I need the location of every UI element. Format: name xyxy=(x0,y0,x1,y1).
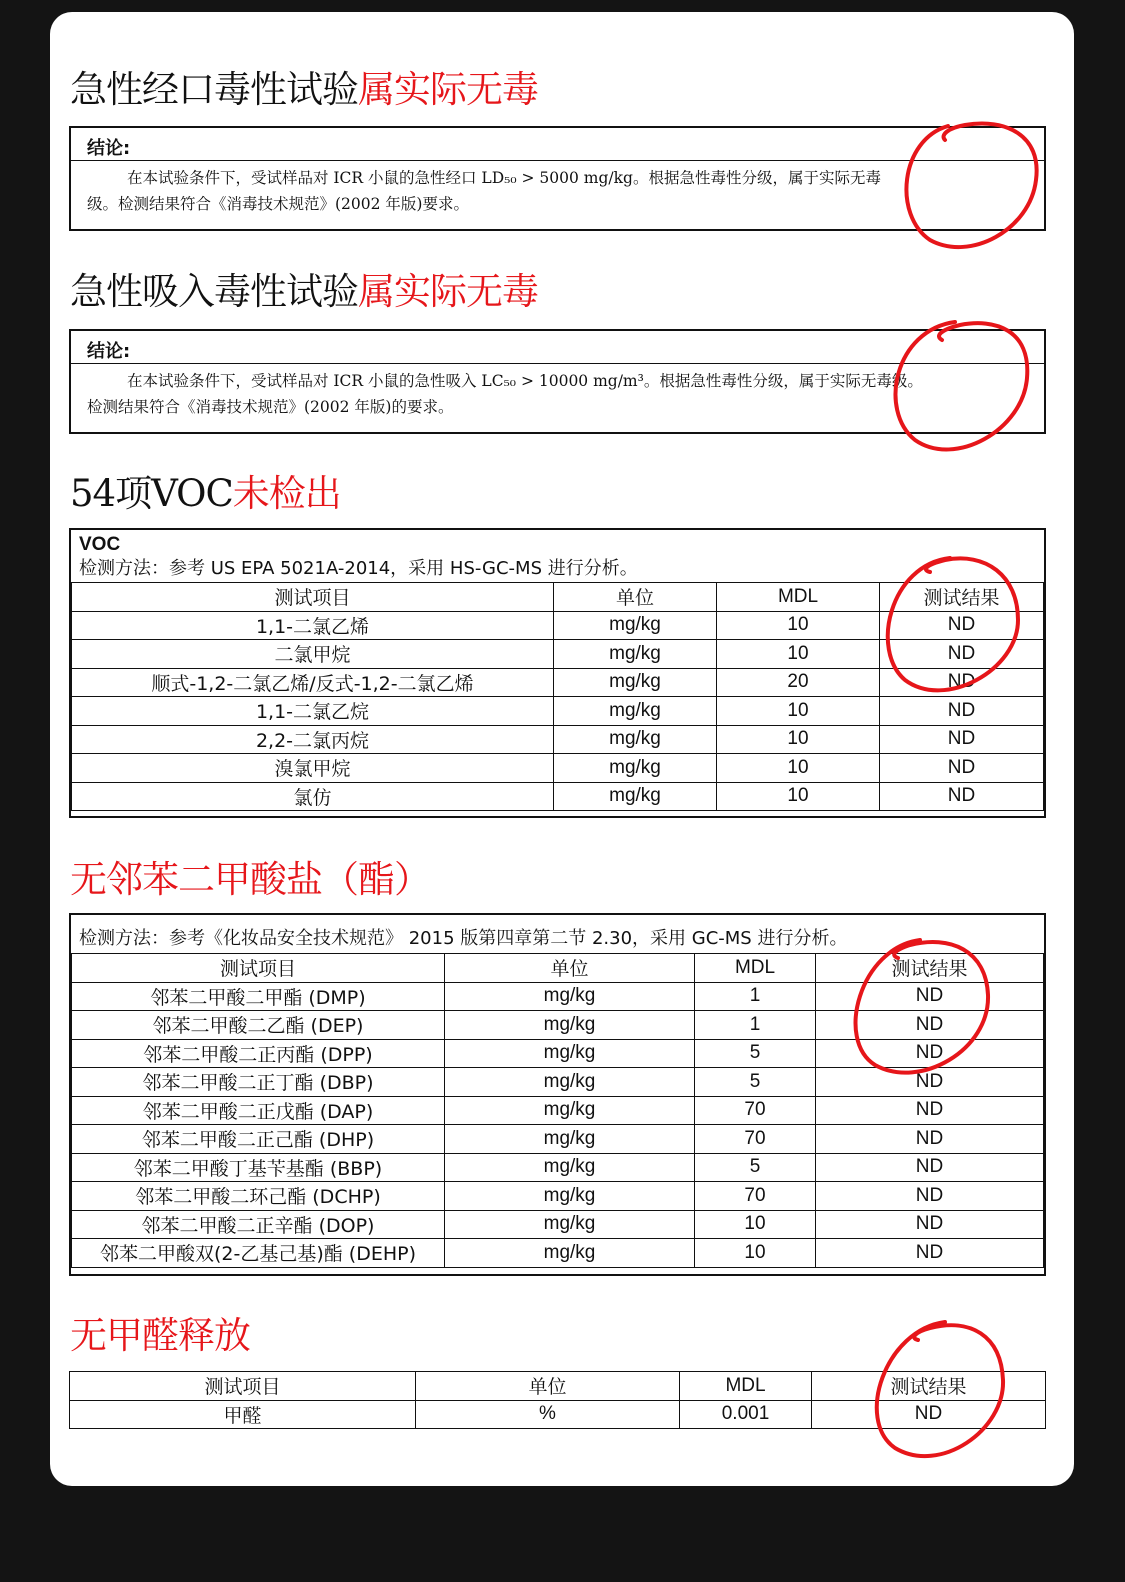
cell-mdl: 10 xyxy=(695,1210,816,1239)
table-row xyxy=(72,1182,1044,1211)
cell-item: 邻苯二甲酸二乙酯 (DEP) xyxy=(72,1011,445,1040)
cell-unit: mg/kg xyxy=(445,1239,695,1268)
cell-mdl: 20 xyxy=(717,668,880,697)
cell-result: ND xyxy=(880,782,1044,811)
cell-result: ND xyxy=(880,668,1044,697)
cell-unit: mg/kg xyxy=(554,640,717,669)
cell-unit: mg/kg xyxy=(445,1011,695,1040)
cell-mdl: 10 xyxy=(717,725,880,754)
cell-item: 氯仿 xyxy=(72,782,554,811)
inhale-conclusion-box xyxy=(69,329,1046,434)
voc-title-black: 54项VOC xyxy=(70,472,233,515)
cell-mdl: 10 xyxy=(717,754,880,783)
formaldehyde-table xyxy=(69,1371,1046,1429)
cell-item: 溴氯甲烷 xyxy=(72,754,554,783)
header-result: 测试结果 xyxy=(816,954,1044,983)
header-item: 测试项目 xyxy=(70,1372,416,1401)
cell-mdl: 5 xyxy=(695,1153,816,1182)
inhale-title-red: 属实际无毒 xyxy=(358,270,538,313)
table-row xyxy=(72,697,1044,726)
cell-result: ND xyxy=(880,754,1044,783)
oral-conclusion-box xyxy=(69,126,1046,231)
phthalate-table xyxy=(71,953,1044,1268)
header-item: 测试项目 xyxy=(72,583,554,612)
cell-result: ND xyxy=(880,611,1044,640)
cell-item: 邻苯二甲酸二正己酯 (DHP) xyxy=(72,1125,445,1154)
table-row xyxy=(72,1039,1044,1068)
cell-result: ND xyxy=(880,725,1044,754)
cell-item: 邻苯二甲酸二正丁酯 (DBP) xyxy=(72,1068,445,1097)
table-header-row xyxy=(72,954,1044,983)
cell-item: 1,1-二氯乙烯 xyxy=(72,611,554,640)
header-unit: 单位 xyxy=(416,1372,680,1401)
cell-mdl: 70 xyxy=(695,1182,816,1211)
cell-mdl: 5 xyxy=(695,1068,816,1097)
header-result: 测试结果 xyxy=(880,583,1044,612)
inhale-conclusion-line1: 在本试验条件下，受试样品对 ICR 小鼠的急性吸入 LC₅₀ > 10000 mg/m³。根据急性毒性分级，属于实际无毒级。 xyxy=(127,372,923,390)
voc-title xyxy=(70,472,341,516)
cell-unit: mg/kg xyxy=(554,725,717,754)
cell-unit: mg/kg xyxy=(554,697,717,726)
table-row xyxy=(72,1068,1044,1097)
cell-unit: mg/kg xyxy=(554,782,717,811)
cell-unit: mg/kg xyxy=(554,668,717,697)
cell-unit: mg/kg xyxy=(445,982,695,1011)
table-row xyxy=(72,725,1044,754)
cell-unit: mg/kg xyxy=(445,1039,695,1068)
cell-item: 邻苯二甲酸丁基苄基酯 (BBP) xyxy=(72,1153,445,1182)
cell-item: 2,2-二氯丙烷 xyxy=(72,725,554,754)
voc-label: VOC xyxy=(79,534,121,555)
cell-item: 邻苯二甲酸二环己酯 (DCHP) xyxy=(72,1182,445,1211)
oral-conclusion-label: 结论: xyxy=(71,128,1044,161)
table-row xyxy=(72,640,1044,669)
table-row xyxy=(72,1153,1044,1182)
cell-unit: mg/kg xyxy=(554,611,717,640)
table-row xyxy=(72,1239,1044,1268)
formaldehyde-title: 无甲醛释放 xyxy=(70,1314,250,1357)
cell-item: 邻苯二甲酸二甲酯 (DMP) xyxy=(72,982,445,1011)
oral-conclusion-text xyxy=(71,161,1044,217)
cell-unit: mg/kg xyxy=(445,1068,695,1097)
cell-result: ND xyxy=(816,982,1044,1011)
table-header-row xyxy=(70,1372,1046,1401)
cell-mdl: 70 xyxy=(695,1096,816,1125)
cell-item: 二氯甲烷 xyxy=(72,640,554,669)
phthalate-table-box xyxy=(69,913,1046,1276)
inhale-conclusion-text xyxy=(71,364,1044,420)
header-mdl: MDL xyxy=(717,583,880,612)
table-row xyxy=(72,1125,1044,1154)
oral-title-red: 属实际无毒 xyxy=(358,68,538,111)
cell-unit: mg/kg xyxy=(554,754,717,783)
cell-result: ND xyxy=(816,1182,1044,1211)
header-item: 测试项目 xyxy=(72,954,445,983)
inhale-title-black: 急性吸入毒性试验 xyxy=(70,270,358,313)
table-row xyxy=(72,668,1044,697)
header-unit: 单位 xyxy=(554,583,717,612)
cell-mdl: 10 xyxy=(717,611,880,640)
inhale-conclusion-label: 结论: xyxy=(71,331,1044,364)
cell-item: 邻苯二甲酸二正丙酯 (DPP) xyxy=(72,1039,445,1068)
table-header-row xyxy=(72,583,1044,612)
header-result: 测试结果 xyxy=(812,1372,1046,1401)
cell-mdl: 1 xyxy=(695,982,816,1011)
cell-mdl: 0.001 xyxy=(680,1400,812,1429)
cell-mdl: 10 xyxy=(717,782,880,811)
cell-item: 邻苯二甲酸二正辛酯 (DOP) xyxy=(72,1210,445,1239)
table-row xyxy=(72,1096,1044,1125)
cell-item: 邻苯二甲酸二正戊酯 (DAP) xyxy=(72,1096,445,1125)
table-row xyxy=(70,1400,1046,1429)
table-row xyxy=(72,611,1044,640)
cell-result: ND xyxy=(816,1210,1044,1239)
table-row xyxy=(72,782,1044,811)
cell-item: 1,1-二氯乙烷 xyxy=(72,697,554,726)
cell-result: ND xyxy=(816,1039,1044,1068)
cell-result: ND xyxy=(816,1125,1044,1154)
cell-mdl: 10 xyxy=(695,1239,816,1268)
oral-toxicity-title xyxy=(70,68,538,112)
oral-conclusion-line2: 级。检测结果符合《消毒技术规范》(2002 年版)要求。 xyxy=(87,195,469,213)
cell-item: 甲醛 xyxy=(70,1400,416,1429)
phthalate-method: 检测方法：参考《化妆品安全技术规范》 2015 版第四章第二节 2.30，采用 GC-MS 进行分析。 xyxy=(79,928,848,949)
cell-mdl: 70 xyxy=(695,1125,816,1154)
table-row xyxy=(72,754,1044,783)
cell-mdl: 10 xyxy=(717,640,880,669)
oral-conclusion-line1: 在本试验条件下，受试样品对 ICR 小鼠的急性经口 LD₅₀ > 5000 mg/kg。根据急性毒性分级，属于实际无毒 xyxy=(127,169,881,187)
cell-mdl: 5 xyxy=(695,1039,816,1068)
table-row xyxy=(72,982,1044,1011)
cell-unit: mg/kg xyxy=(445,1125,695,1154)
header-mdl: MDL xyxy=(695,954,816,983)
cell-unit: % xyxy=(416,1400,680,1429)
formaldehyde-table-box xyxy=(69,1371,1046,1432)
cell-result: ND xyxy=(816,1068,1044,1097)
cell-mdl: 1 xyxy=(695,1011,816,1040)
table-row xyxy=(72,1011,1044,1040)
header-mdl: MDL xyxy=(680,1372,812,1401)
cell-item: 顺式-1,2-二氯乙烯/反式-1,2-二氯乙烯 xyxy=(72,668,554,697)
cell-result: ND xyxy=(880,640,1044,669)
oral-title-black: 急性经口毒性试验 xyxy=(70,68,358,111)
header-unit: 单位 xyxy=(445,954,695,983)
voc-table-box xyxy=(69,528,1046,818)
voc-table xyxy=(71,582,1044,811)
cell-result: ND xyxy=(816,1096,1044,1125)
inhale-toxicity-title xyxy=(70,270,538,314)
cell-result: ND xyxy=(816,1153,1044,1182)
table-row xyxy=(72,1210,1044,1239)
cell-result: ND xyxy=(816,1011,1044,1040)
voc-method: 检测方法：参考 US EPA 5021A-2014，采用 HS-GC-MS 进行分析。 xyxy=(79,558,638,579)
cell-unit: mg/kg xyxy=(445,1210,695,1239)
cell-unit: mg/kg xyxy=(445,1182,695,1211)
inhale-conclusion-line2: 检测结果符合《消毒技术规范》(2002 年版)的要求。 xyxy=(87,398,454,416)
cell-result: ND xyxy=(816,1239,1044,1268)
voc-title-red: 未检出 xyxy=(232,472,341,515)
cell-result: ND xyxy=(812,1400,1046,1429)
cell-unit: mg/kg xyxy=(445,1153,695,1182)
cell-mdl: 10 xyxy=(717,697,880,726)
cell-result: ND xyxy=(880,697,1044,726)
phthalate-title: 无邻苯二甲酸盐（酯） xyxy=(70,858,430,901)
cell-item: 邻苯二甲酸双(2-乙基己基)酯 (DEHP) xyxy=(72,1239,445,1268)
cell-unit: mg/kg xyxy=(445,1096,695,1125)
